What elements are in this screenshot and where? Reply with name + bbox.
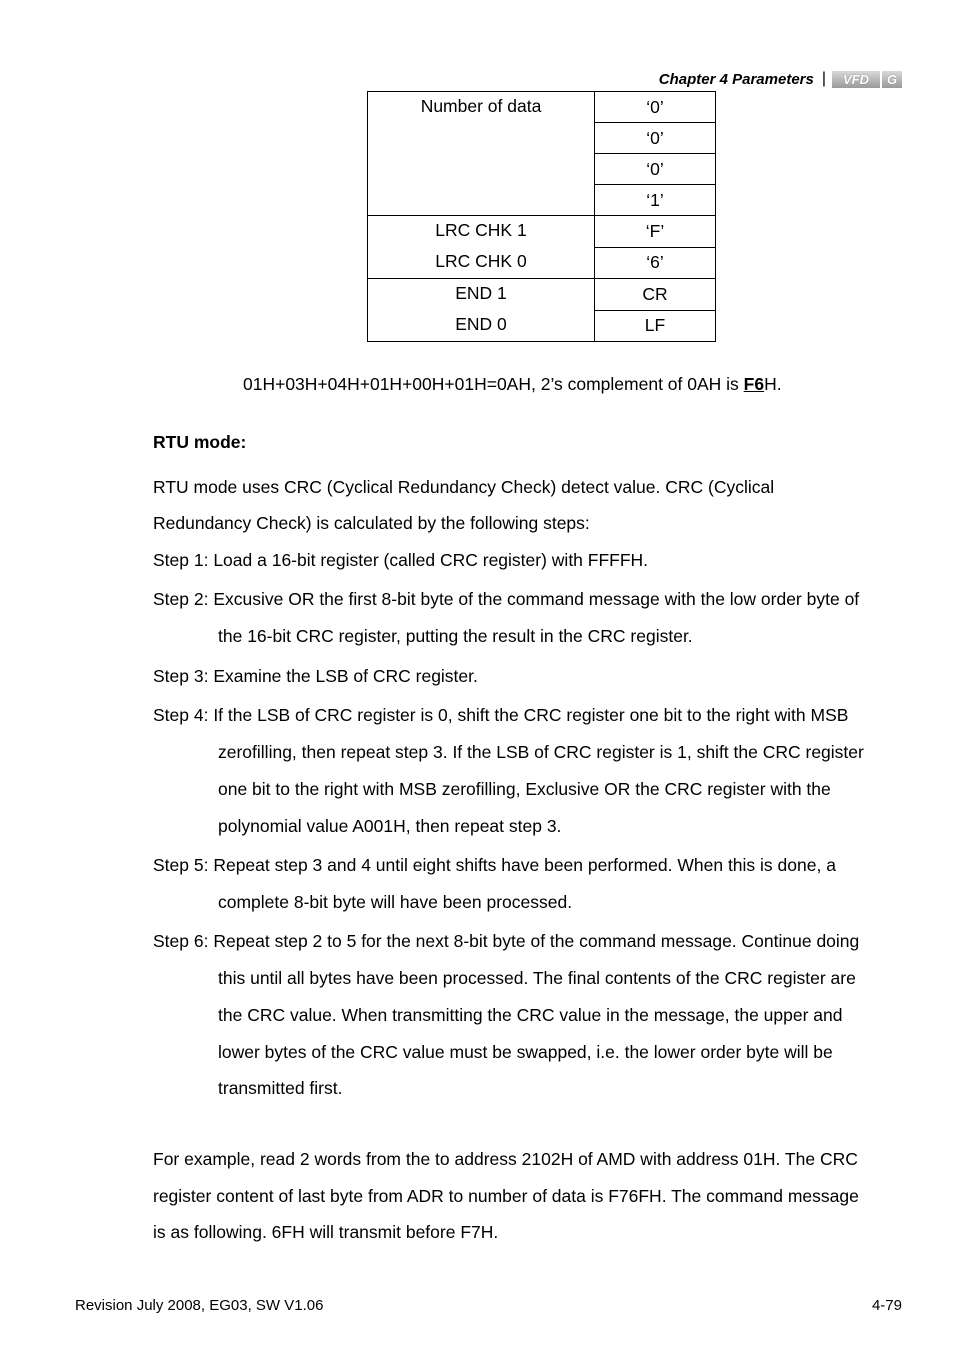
example-line: register content of last byte from ADR to number of data is F76FH. The command message [153, 1186, 859, 1206]
checksum-result: F6 [743, 374, 765, 394]
table-cell: ‘0’ [595, 123, 716, 154]
table-row [368, 92, 716, 123]
example-line: For example, read 2 words from the to address 2102H of AMD with address 01H. The CRC [153, 1149, 858, 1169]
step-6-cont: this until all bytes have been processed. The final contents of the CRC register are [218, 968, 856, 988]
step-6: Step 6: Repeat step 2 to 5 for the next 8-bit byte of the command message. Continue doing [153, 931, 860, 951]
step-2-cont: the 16-bit CRC register, putting the result in the CRC register. [218, 626, 693, 646]
step-5-cont: complete 8-bit byte will have been processed. [218, 892, 573, 912]
step-4-cont: one bit to the right with MSB zerofilling, Exclusive OR the CRC register with the [218, 779, 831, 799]
vfd-g-logo [832, 71, 902, 88]
step-1: Step 1: Load a 16-bit register (called CRC register) with FFFFH. [153, 550, 649, 570]
step-4-cont: zerofilling, then repeat step 3. If the LSB of CRC register is 1, shift the CRC register [218, 742, 864, 762]
rtu-heading: RTU mode: [153, 432, 247, 452]
table-cell: ‘1’ [595, 185, 716, 216]
header-separator: | [821, 70, 826, 87]
g-logo-box: G [882, 71, 902, 88]
intro-line: RTU mode uses CRC (Cyclical Redundancy Check) detect value. CRC (Cyclical [153, 477, 775, 497]
step-3: Step 3: Examine the LSB of CRC register. [153, 666, 478, 686]
lrc-labels [368, 216, 595, 279]
step-4-cont: polynomial value A001H, then repeat step 3. [218, 816, 562, 836]
number-of-data-label [368, 92, 595, 216]
table-cell: ‘0’ [595, 154, 716, 185]
table-row [368, 279, 716, 311]
lrc-chk-1-label: LRC CHK 1 [435, 220, 527, 240]
footer-revision: Revision July 2008, EG03, SW V1.06 [75, 1297, 324, 1314]
example-line: is as following. 6FH will transmit before F7H. [153, 1222, 499, 1242]
page-header [560, 68, 902, 90]
table-cell: LF [595, 310, 716, 342]
table-cell: ‘F’ [595, 216, 716, 248]
checksum-prefix: 01H+03H+04H+01H+00H+01H=0AH, 2’s complement of 0AH is [243, 374, 744, 394]
step-6-cont: transmitted first. [218, 1078, 343, 1098]
end-0-label: END 0 [455, 314, 507, 334]
frame-table [367, 91, 716, 342]
end-1-label: END 1 [455, 283, 507, 303]
number-of-data-text: Number of data [420, 96, 542, 116]
chapter-title: Chapter 4 Parameters [658, 70, 814, 88]
step-4: Step 4: If the LSB of CRC register is 0, shift the CRC register one bit to the right with MSB [153, 705, 849, 725]
end-labels [368, 279, 595, 342]
table-cell: CR [595, 279, 716, 311]
checksum-suffix: H. [764, 374, 782, 394]
table-cell: ‘0’ [595, 92, 716, 123]
footer-page-number: 4-79 [871, 1297, 902, 1314]
step-5: Step 5: Repeat step 3 and 4 until eight shifts have been performed. When this is done, a [153, 855, 836, 875]
table-cell: ‘6’ [595, 247, 716, 279]
step-2: Step 2: Excusive OR the first 8-bit byte of the command message with the low order byte of [153, 589, 860, 609]
step-6-cont: the CRC value. When transmitting the CRC value in the message, the upper and [218, 1005, 843, 1025]
step-6-cont: lower bytes of the CRC value must be swapped, i.e. the lower order byte will be [218, 1042, 833, 1062]
table-row [368, 216, 716, 248]
intro-line: Redundancy Check) is calculated by the following steps: [153, 513, 590, 533]
vfd-logo-box: VFD [832, 71, 880, 88]
lrc-chk-0-label: LRC CHK 0 [435, 251, 527, 271]
checksum-line [243, 373, 782, 395]
